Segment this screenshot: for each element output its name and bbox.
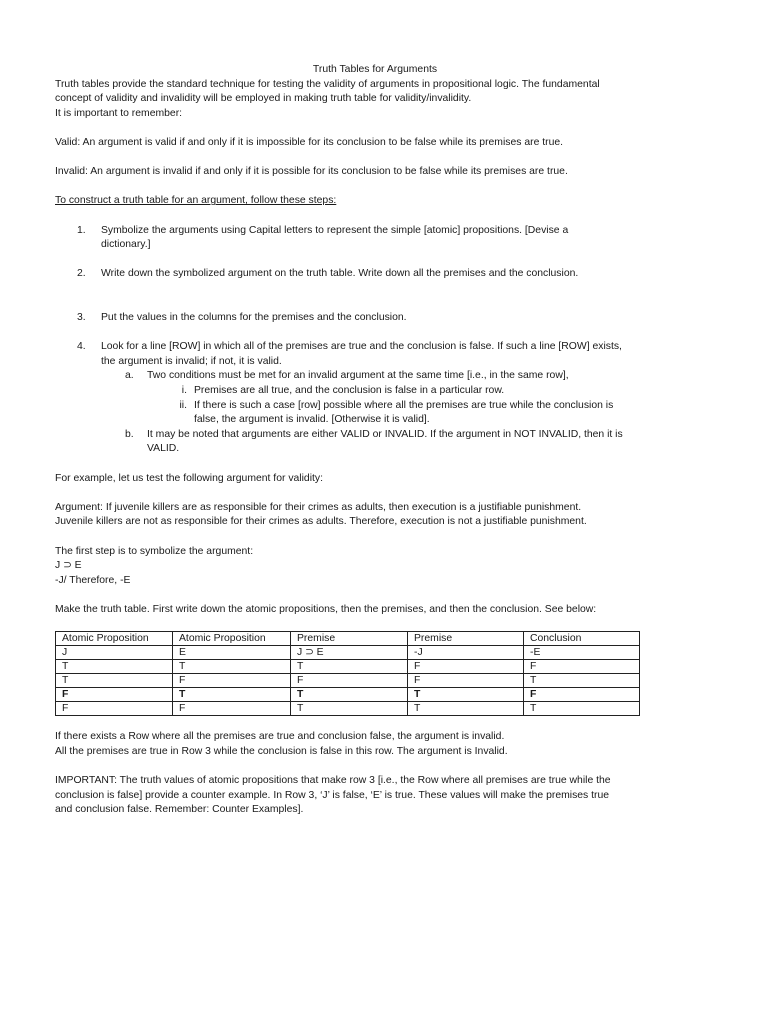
valid-definition: Valid: An argument is valid if and only if it is impossible for its conclusion to be false while its premises are true. xyxy=(55,136,564,148)
example-intro: For example, let us test the following argument for validity: xyxy=(55,472,323,484)
sub-line: It may be noted that arguments are either VALID or INVALID. If the argument in NOT INVALID, then it is xyxy=(147,428,623,440)
sub-item-ii xyxy=(55,399,695,428)
step-line: Put the values in the columns for the premises and the conclusion. xyxy=(101,312,407,324)
step-line: dictionary.] xyxy=(101,239,151,251)
table-row xyxy=(56,701,640,715)
important-line-2: conclusion is false] provide a counter example. In Row 3, ‘J’ is false, ‘E’ is true. These values will make the premises true xyxy=(55,789,610,801)
table-cell: T xyxy=(524,701,640,715)
symbolize-intro: The first step is to symbolize the argument: xyxy=(55,545,254,557)
sub-item-i xyxy=(55,384,695,399)
table-cell: T xyxy=(291,687,408,701)
argument-line-1: Argument: If juvenile killers are as responsible for their crimes as adults, then execution is a justifiable punishment. xyxy=(55,501,582,513)
step-2 xyxy=(55,267,695,282)
intro-line-2: concept of validity and invalidity will be employed in making truth table for validity/invalidity. xyxy=(55,93,472,105)
steps-heading: To construct a truth table for an argument, follow these steps: xyxy=(55,195,337,207)
table-cell: T xyxy=(173,659,291,673)
table-cell: T xyxy=(56,659,173,673)
table-cell: T xyxy=(408,701,524,715)
document-page xyxy=(55,63,695,818)
table-cell: J xyxy=(56,645,173,659)
table-cell: T xyxy=(56,673,173,687)
step-line: the argument is invalid; if not, it is valid. xyxy=(101,355,282,367)
step-4 xyxy=(55,340,695,369)
sub-item-b xyxy=(55,428,695,457)
table-cell: F xyxy=(291,673,408,687)
table-cell: F xyxy=(408,659,524,673)
table-cell: T xyxy=(291,701,408,715)
step-3 xyxy=(55,311,695,326)
table-header-cell: Atomic Proposition xyxy=(56,631,173,645)
step-line: Look for a line [ROW] in which all of the premises are true and the conclusion is false. If such a line [ROW] exists, xyxy=(101,341,622,353)
step-number: 3. xyxy=(77,312,86,324)
table-cell: F xyxy=(56,687,173,701)
step-number: 4. xyxy=(77,341,86,353)
sub-marker: ii. xyxy=(179,399,187,411)
table-cell: F xyxy=(173,701,291,715)
intro-line-3: It is important to remember: xyxy=(55,107,183,119)
table-cell: F xyxy=(524,659,640,673)
step-line: Write down the symbolized argument on the truth table. Write down all the premises and the conclusion. xyxy=(101,268,579,280)
table-cell: -E xyxy=(524,645,640,659)
table-row-counterexample xyxy=(56,687,640,701)
invalid-definition: Invalid: An argument is invalid if and only if it is possible for its conclusion to be false while its premises are true. xyxy=(55,166,568,178)
table-header-cell: Premise xyxy=(408,631,524,645)
table-cell: T xyxy=(408,687,524,701)
document-title: Truth Tables for Arguments xyxy=(312,64,438,75)
sub-marker: a. xyxy=(125,370,134,382)
table-cell: J ⊃ E xyxy=(291,645,408,659)
table-intro: Make the truth table. First write down the atomic propositions, then the premises, and then the conclusion. See below: xyxy=(55,603,597,615)
important-line-3: and conclusion false. Remember: Counter Examples]. xyxy=(55,804,304,816)
important-line-1: IMPORTANT: The truth values of atomic propositions that make row 3 [i.e., the Row where all premises are true while the xyxy=(55,774,611,786)
table-cell: E xyxy=(173,645,291,659)
table-cell: T xyxy=(524,673,640,687)
table-cell: F xyxy=(408,673,524,687)
truth-table xyxy=(55,631,640,716)
argument-line-2: Juvenile killers are not as responsible for their crimes as adults. Therefore, execution is not a justifiable punishment. xyxy=(55,516,587,528)
table-header-cell: Conclusion xyxy=(524,631,640,645)
symbol-line-1: J ⊃ E xyxy=(55,560,82,572)
table-row xyxy=(56,659,640,673)
sub-line: If there is such a case [row] possible where all the premises are true while the conclusion is xyxy=(194,399,614,411)
table-cell: F xyxy=(173,673,291,687)
conclusion-line-1: If there exists a Row where all the premises are true and conclusion false, the argument is invalid. xyxy=(55,731,505,743)
table-row xyxy=(56,673,640,687)
table-cell: T xyxy=(173,687,291,701)
table-cell: T xyxy=(291,659,408,673)
table-cell: F xyxy=(524,687,640,701)
symbol-line-2: -J/ Therefore, -E xyxy=(55,574,131,586)
sub-marker: i. xyxy=(181,385,187,397)
sub-line: false, the argument is invalid. [Otherwise it is valid]. xyxy=(194,414,430,426)
step-1 xyxy=(55,224,695,253)
sub-item-a xyxy=(55,369,695,384)
sub-marker: b. xyxy=(125,428,134,440)
sub-line: Two conditions must be met for an invalid argument at the same time [i.e., in the same row], xyxy=(147,370,569,382)
table-cell: -J xyxy=(408,645,524,659)
sub-line: VALID. xyxy=(147,443,180,455)
table-row xyxy=(56,645,640,659)
step-number: 2. xyxy=(77,268,86,280)
table-header-cell: Atomic Proposition xyxy=(173,631,291,645)
step-number: 1. xyxy=(77,224,86,236)
step-line: Symbolize the arguments using Capital letters to represent the simple [atomic] propositions. [Devise a xyxy=(101,224,569,236)
table-cell: F xyxy=(56,701,173,715)
conclusion-line-2: All the premises are true in Row 3 while the conclusion is false in this row. The argument is Invalid. xyxy=(55,745,508,757)
intro-line-1: Truth tables provide the standard technique for testing the validity of arguments in propositional logic. The fundamental xyxy=(55,78,600,90)
sub-line: Premises are all true, and the conclusion is false in a particular row. xyxy=(194,385,505,397)
table-header-cell: Premise xyxy=(291,631,408,645)
table-header-row xyxy=(56,631,640,645)
